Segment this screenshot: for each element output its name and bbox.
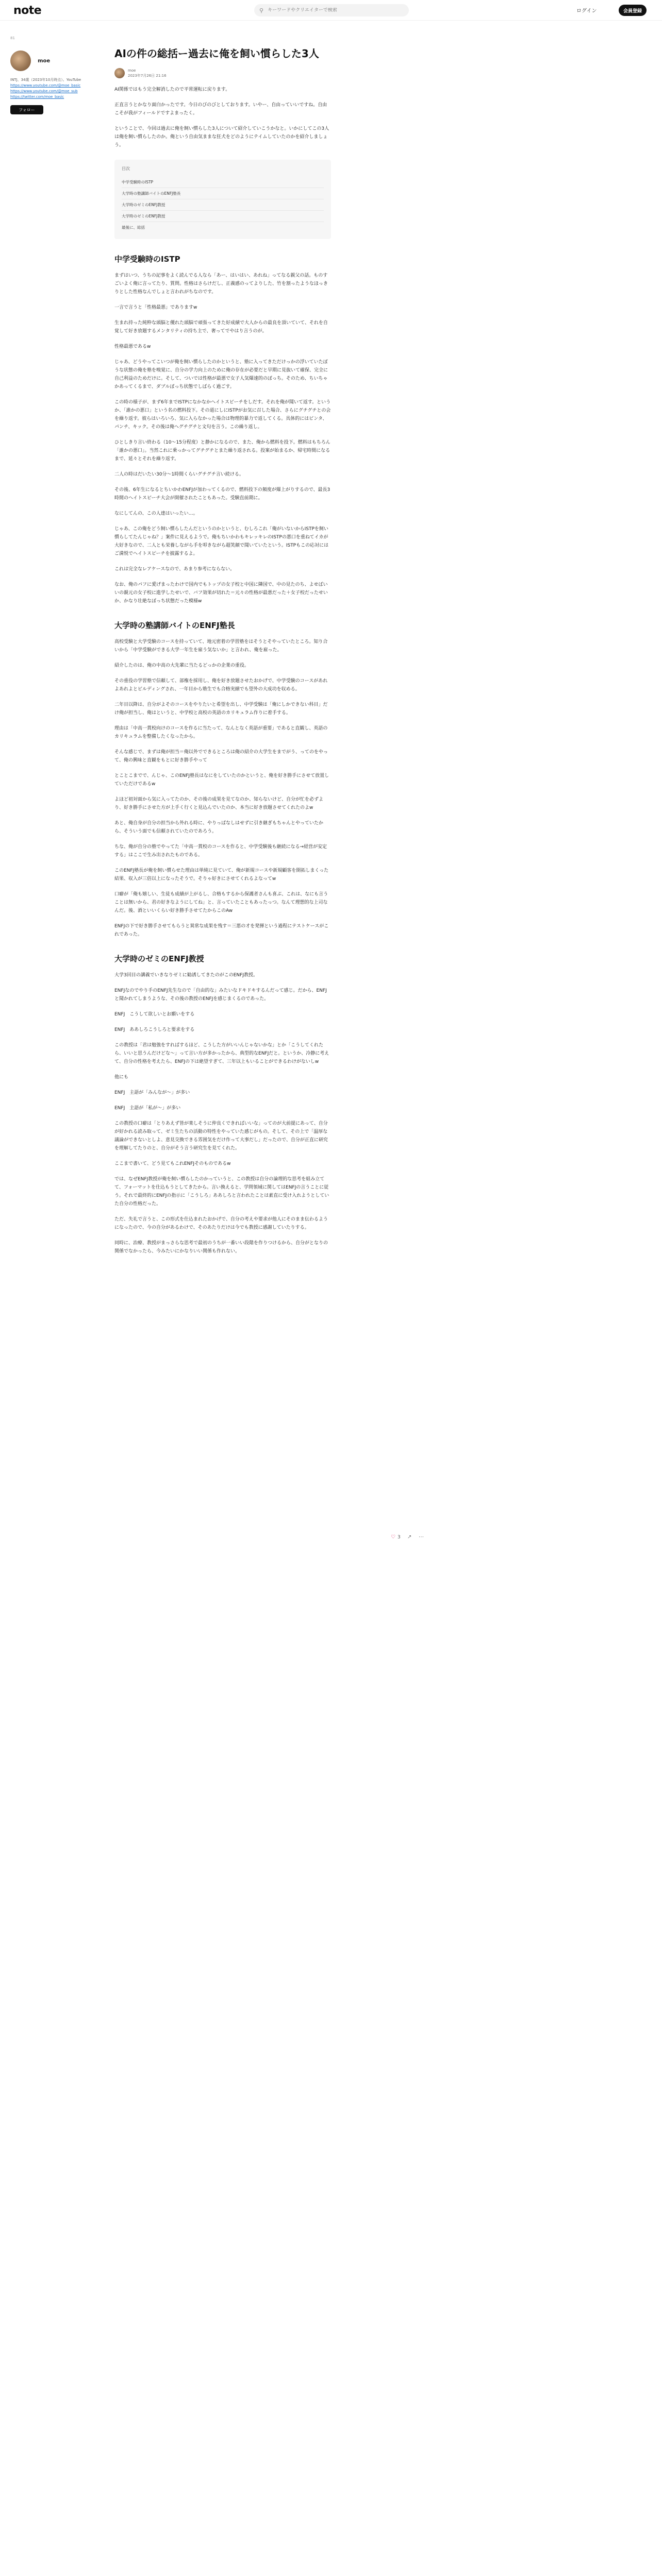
paragraph: この時の様子が、まず6年までISTPになかなかヘイトスピーチをしだす。それを俺が聞いて返す。というか、「誰かの悪口」という名の燃料投下。その道にしにISTPがお気に召した場合、さらにグチグチとの会を繰り返す。彼らはいろいろ、気に入らなかった場合は物理的暴力で返してくる。具体的にはビンタ、パンチ、キック。その後は俺へグチグチと文句を言う。この繰り返し。 — [114, 400, 331, 430]
paragraph: 一言で言うと「性格最悪」でありますw — [114, 305, 197, 310]
avatar[interactable] — [114, 68, 125, 78]
bio-link[interactable]: https://twitter.com/moe_basic — [10, 95, 64, 99]
follow-button[interactable]: フォロー — [10, 105, 43, 114]
section-heading: 中学受験時のISTP — [114, 255, 180, 264]
paragraph: 性格最悪であるw — [114, 344, 151, 349]
paragraph: ひとしきり言い終わる（10～15分程度）と静かになるので、また、俺から燃料を投下。燃料はもちろん「誰かの悪口」。当然これに乗っかってグチグチとまた繰り返される。投案が始まるか、帰宅時間になるまで、延々とそれを繰り返す。 — [114, 440, 330, 462]
search-box[interactable] — [254, 4, 409, 16]
paragraph: 他にも — [114, 1075, 129, 1080]
bio-text: INTJ、34歳（2023年10月時点）。YouTube — [10, 78, 81, 82]
login-link[interactable]: ログイン — [576, 8, 597, 14]
paragraph: 大学3回目の講義でいきなりゼミに勧誘してきたのがこのENFJ教授。 — [114, 973, 258, 978]
more-icon[interactable]: ⋯ — [419, 1534, 424, 1540]
paragraph: ENFJ 主語が「私が～」が多い — [114, 1106, 181, 1111]
author-name[interactable]: moe — [38, 58, 51, 64]
toc-item[interactable]: 中学受験時のISTP — [122, 177, 324, 188]
table-of-contents — [114, 160, 331, 239]
paragraph: ただ、失礼で言うと、この形式を仕込まれたおかげで、自分の考えや要求が他人にそのまま伝わるようになったので、今の自分があるわけで、そのあたりだけは今でも教授に感謝していたりする。 — [114, 1217, 328, 1230]
paragraph: まずはいつ、うちの記事をよく読んでる人なら「あー、はいはい、あれね」ってなる親父の話。ものすごいよく俺に言ってたり、質問。性格はさらけだし、正義感のってよりした、竹を割ったようなほっきりとした性格なんでしょと言われがちなのです。 — [114, 273, 328, 295]
paragraph: ENFJの下で好き勝手させてもらうと異常な成果を残す＝三悪の才を発揮という過程にテストケースがこれであった。 — [114, 924, 329, 937]
avatar[interactable] — [10, 50, 31, 71]
bio-link[interactable]: https://www.youtube.com/@moe_sub — [10, 89, 78, 93]
paragraph: この教授の口癖は「とりあえず皆が楽しそうに仲良くできればいいな」ってのが大前提にあって、自分が好かれる読み取って、ゼミ生たちの活動の特性をやっていた感じがもの。そして、その上で「温厚な議論ができないとしよ、意見交換できる雰囲気をだけ作って大事だし」だったので、自分が正直に研究を理解してたりのと、自分がそう言う研究生を見てくれた。 — [114, 1121, 328, 1151]
top-bar — [0, 0, 662, 21]
toc-item[interactable]: 最後に、総括 — [122, 225, 145, 230]
toc-item[interactable]: 大学時のゼミのENFJ教授 — [122, 199, 324, 211]
toc-item[interactable]: 大学時の塾講師バイトのENFJ塾長 — [122, 188, 324, 199]
article-meta — [114, 68, 331, 78]
paragraph: その重役の学習塾で信頼して、部権を採用し、俺を好き放題させたおかげで、中学受験のコースがあれよあれよとビルディングされ、一年目から塾生でも合格実績でも望外の大成功を収める。 — [114, 679, 328, 692]
paragraph: AI関係ではもう完全解消したので平常運転に戻ります。 — [114, 87, 230, 92]
sidebar-count: 81 — [10, 36, 15, 40]
paragraph: 理由は「中高一貫校向けのコースを作るに当たって、なんとなく英語が重要」であると直観し、英語のカリキュラムを整備したくなったから。 — [114, 726, 328, 739]
bio-link[interactable]: https://www.youtube.com/@moe_basic — [10, 83, 81, 88]
paragraph: そんな感じで、まずは俺が担当＝俺以外でできるところは俺の紹介の大学生をまでがう、ってのをやって、俺の興味と直観をもとに好き勝手やって — [114, 750, 328, 763]
paragraph: 正直言うとかなり面白かったです。今日のびのびとしております。いやー、自由っていいですね。自由こそが我がフィールドですよまったく。 — [114, 103, 327, 116]
paragraph: なにしてんの、この人達はいったい…。 — [114, 511, 198, 516]
paragraph: じゃあ、どうやってこいつが俺を飼い慣らしたのかというと、塾に入ってきただけっかの浮いていたぼうな状態の俺を塾を嗅覚に、自分の学力向上のために俺の存在が必要だと早期に見抜いて確保、完全に自己利益のためだけに。そして、ついでは性格が最悪で女子人気爆速的のぼっち。そのため、ちいちゃかあってくるまで、ダブルぼっち状態でしばらく過ごす。 — [114, 360, 328, 389]
paragraph: なお、俺のパフに愛げまったわけで国内でもトップの女子校と中国に隣国で、中の見たのち、よせばいいの親元の女子校に進学したせいで、バフ効果が切れた＝元々の性格が最悪だった＋女子校だったせいか、かなり壮絶なぼっち状態だった模様w — [114, 582, 328, 604]
paragraph: では、なぜENFJ教授が俺を飼い慣らしたのかっていうと、この教授は自分の論理的な思考を組み立てて、フォーマットを仕込もうとしてきたから。言い換えると、学問領域に関してはENFJの言うことに従う。それで最終的にENFJの指示に「こうしろ」ああしろと言われたことは素直に受け入れようとしていた自分の性格だった。 — [114, 1177, 329, 1207]
paragraph: よほど初対面から気に入ってたのか、その後の成果を見てなのか、知らないけど、自分が忙を必ずより、好き勝手にさせた方が上手く行くと見込んでいたのか、本当に好き放題させてくれたのよw — [114, 797, 324, 810]
paragraph: 紹介したのは、俺の中高の大先輩に当たるどっかの企業の重役。 — [114, 663, 249, 668]
paragraph: じゃあ、この俺をどう飼い慣らしたんだというのかというと、むしろこれ「俺がいないからISTPを飼い慣らしてたんじゃね？」案件に見えるようで。俺もちいかわもキレッキレのISTPの悪口を重ねてイカが大好きなので、二人とも栄養しながら手を叩きながら超笑顔で聞いていたという。ISTPもこの応対にはご満悦でヘイトスピーチを披露するよ。 — [114, 527, 329, 556]
toc-item[interactable]: 大学時のゼミのENFJ教授 — [122, 211, 324, 222]
paragraph: 高校受験と大学受験のコースを持っていて、地元密着の学習塾をはそうとそやっていたところ。知り合いから「中学受験ができる大学一年生を雇う気ないか」と言われ、俺を雇った。 — [114, 639, 328, 653]
author-sidebar — [10, 36, 93, 114]
publish-date: 2023年7月26日 21:16 — [128, 74, 167, 78]
author-name[interactable]: moe — [128, 69, 136, 73]
paragraph: 口癖が「俺も嬉しい、生徒も成績が上がるし、合格もするから保護者さんも喜ぶ、これは、なにも言うことは無いから、君の好きなようにしてね」と、言っていたこともあったっつ。なんて理想的な上司なんだ。後、酒といいくらい好き勝手させてたからこのAw — [114, 892, 328, 913]
paragraph: ENFJなのでやり手のENFJ先生なので「自由的な」みたいなドキドキするんだって感じ。だから、ENFJと聞かれてしまうような、その後の教授のENFJを感じまくるのであった。 — [114, 988, 327, 1002]
paragraph: あと、俺自身が自分の担当から外れる時に、やりっぱなしはせずに引き継ぎもちゃんとやっていたから、そういう面でも信頼されていたのであろう。 — [114, 821, 324, 834]
paragraph: この教授は「君は勉強をすればするほど、こうした方がいいんじゃないかな」とか「こうしてくれたら、いいと思うんだけどな～」って言い方が多かったから、典型的なENFJだと。というか、冷静に考えて、自分の性格を考えたら、ENFJの下は絶望すぎて、三年以上もいることができるわけがないしw — [114, 1043, 329, 1064]
paragraph: とことこまでで、んじゃ、このENFJ塾長はなにをしていたのかというと、俺を好き勝手にさせて放置していただけであるw — [114, 773, 329, 787]
section-heading: 大学時のゼミのENFJ教授 — [114, 954, 204, 963]
article-title: AIの件の総括ー過去に俺を飼い慣らした3人 — [114, 47, 319, 60]
share-icon[interactable]: ↗ — [407, 1534, 412, 1540]
like-count: 3 — [397, 1534, 401, 1540]
section-heading: 大学時の塾講師バイトのENFJ塾長 — [114, 621, 235, 630]
paragraph: 二人の時はだいたい30分～1時間くらいグチグチ言い続ける。 — [114, 472, 244, 477]
note-logo[interactable]: note — [13, 4, 42, 17]
paragraph: 二年目以降は、自分がよそのコースをやりたいと希望を出し、中学受験は「俺にしかできない科目」だけ俺が担当し、俺はというと、中学校と高校の英語のカリキュラム作りに着手する。 — [114, 702, 328, 716]
paragraph: ENFJ こうして欲しいとお願いをする — [114, 1012, 195, 1017]
heart-icon: ♡ — [391, 1534, 395, 1540]
paragraph: ENFJ ああしろこうしろと要求をする — [114, 1027, 195, 1032]
paragraph: ENFJ 主語が「みんなが～」が多い — [114, 1090, 190, 1095]
author-bio — [10, 77, 93, 100]
signup-button[interactable]: 会員登録 — [619, 5, 647, 16]
toc-heading: 目次 — [122, 166, 130, 171]
paragraph: このENFJ塾長が俺を飼い慣らせた理由は単純に見ていて、俺が新規コースや新規顧客を開拓しまくった結果、収入が三倍以上になったそうで。そりゃ好きにさせてくれるよなってw — [114, 868, 329, 882]
paragraph: その後、6年生になるとちいかわENFJが加わってくるので、燃料投下の頻度が爆上がりするので、最長3時間のヘイトスピーチ大会が開催されたこともあった。受験直前期に。 — [114, 487, 330, 501]
paragraph: ということで、今回は過去に俺を飼い慣らした3人について紹介していこうかなと。いかにしてこの3人は俺を飼い慣らしたのか。俺という自由気ままな狂犬をどのようにテイムしていたのかを紹介しましょう。 — [114, 126, 329, 148]
paragraph: 同時に、治療、教授がまっさらな思考で最初のうちが一番いい段階を作りつけるから、自分がとなりの関係でなかったら、今みたいにかなりいい関係も作れない。 — [114, 1241, 328, 1254]
search-icon: ⚲ — [259, 7, 264, 14]
like-button[interactable] — [391, 1534, 401, 1540]
paragraph: ここまで書いて、どう見てもこれENFJそのものであるw — [114, 1161, 231, 1166]
search-input[interactable] — [268, 8, 396, 13]
paragraph: これは完全なレアケースなので、あまり参考にならない。 — [114, 567, 235, 572]
paragraph: ちな、俺が自分の塾でやってた「中高一貫校のコースを作ると、中学受験後も継続になる→経営が安定する」はここで生み出されたものである。 — [114, 844, 327, 858]
paragraph: 生まれ持った純粋な頭脳と優れた頭脳で頑張ってきた好成績で大人からの最良を頂いていて、それを自覚して好き放題するメンタリティの持ち主で、奢ってでやはり言うのが。 — [114, 320, 328, 334]
article — [114, 46, 331, 1256]
